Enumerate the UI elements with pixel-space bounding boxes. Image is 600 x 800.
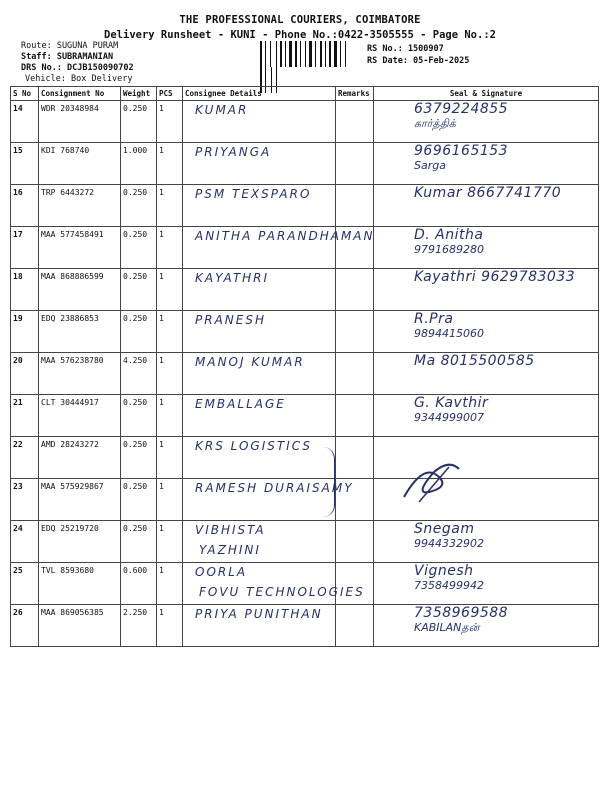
signature-line1: Ma 8015500585	[414, 353, 535, 369]
cell-consignee	[183, 269, 336, 311]
handwritten-bracket	[322, 447, 335, 517]
cell-remarks	[336, 143, 374, 185]
col-header-remarks: Remarks	[336, 87, 374, 101]
consignee-name: PSM TEXSPARO	[195, 187, 312, 201]
cell-sno: 21	[11, 395, 39, 437]
signature-line1: Kayathri 9629783033	[414, 269, 576, 285]
cell-sno: 22	[11, 437, 39, 479]
cell-remarks	[336, 185, 374, 227]
signature-line2: கார்த்திக்	[414, 117, 456, 130]
cell-sno: 15	[11, 143, 39, 185]
cell-sno: 16	[11, 185, 39, 227]
cell-sno: 26	[11, 605, 39, 647]
col-header-consignee: Consignee Details	[183, 87, 336, 101]
cell-pcs: 1	[157, 311, 183, 353]
table-row	[11, 227, 599, 269]
scribble-signature-icon	[394, 457, 474, 507]
cell-sno: 18	[11, 269, 39, 311]
cell-sno: 23	[11, 479, 39, 521]
cell-consignment-no: MAA 869056385	[39, 605, 121, 647]
cell-weight: 0.250	[121, 311, 157, 353]
handwritten-signature	[414, 395, 488, 424]
cell-sno: 19	[11, 311, 39, 353]
cell-signature	[374, 395, 599, 437]
page-subtitle: Delivery Runsheet - KUNI - Phone No.:0422-3505555 - Page No.:2	[104, 29, 496, 41]
handwritten-signature	[414, 185, 561, 201]
col-header-weight: Weight	[121, 87, 157, 101]
cell-sno: 25	[11, 563, 39, 605]
cell-consignee	[183, 479, 354, 521]
cell-pcs: 1	[157, 353, 183, 395]
handwritten-signature	[414, 605, 508, 636]
table-row	[11, 437, 599, 479]
table-row	[11, 521, 599, 563]
signature-line1: R.Pra	[414, 311, 454, 327]
rs-number: RS No.: 1500907	[367, 44, 444, 54]
handwritten-signature	[414, 563, 484, 592]
cell-pcs: 1	[157, 479, 183, 521]
cell-consignment-no: AMD 28243272	[39, 437, 121, 479]
cell-consignee	[183, 143, 336, 185]
table-row	[11, 269, 599, 311]
cell-signature	[374, 227, 599, 269]
cell-sno: 20	[11, 353, 39, 395]
handwritten-signature	[414, 311, 484, 340]
consignee-name: ANITHA PARANDHAMAN	[195, 229, 375, 243]
cell-pcs: 1	[157, 563, 183, 605]
signature-line2: 9344999007	[414, 411, 484, 424]
barcode	[260, 41, 350, 67]
cell-pcs: 1	[157, 143, 183, 185]
consignee-name: KUMAR	[195, 103, 249, 117]
cell-consignee	[183, 227, 375, 269]
col-header-consignment: Consignment No	[39, 87, 121, 101]
cell-signature	[374, 521, 599, 563]
handwritten-signature	[414, 101, 508, 132]
cell-weight: 0.250	[121, 269, 157, 311]
table-row	[11, 605, 599, 647]
consignee-name: PRIYA PUNITHAN	[195, 607, 323, 621]
cell-consignment-no: KDI 768740	[39, 143, 121, 185]
cell-consignment-no: MAA 575929867	[39, 479, 121, 521]
route-label: Route: SUGUNA PURAM	[21, 41, 119, 51]
handwritten-signature	[414, 269, 575, 285]
cell-weight: 4.250	[121, 353, 157, 395]
consignee-name: KRS LOGISTICS	[195, 439, 312, 453]
cell-remarks	[336, 605, 374, 647]
cell-consignee	[183, 437, 336, 479]
cell-remarks	[336, 563, 374, 605]
cell-weight: 0.250	[121, 185, 157, 227]
page-title: THE PROFESSIONAL COURIERS, COIMBATORE	[179, 14, 421, 26]
cell-pcs: 1	[157, 605, 183, 647]
cell-consignment-no: TRP 6443272	[39, 185, 121, 227]
rs-date: RS Date: 05-Feb-2025	[367, 56, 470, 66]
handwritten-signature	[414, 353, 535, 369]
cell-signature	[374, 143, 599, 185]
cell-weight: 0.600	[121, 563, 157, 605]
table-row	[11, 395, 599, 437]
consignee-name-line2: YAZHINI	[199, 543, 261, 557]
cell-consignee	[183, 185, 336, 227]
cell-signature	[374, 605, 599, 647]
cell-consignee	[183, 311, 336, 353]
cell-signature	[374, 101, 599, 143]
signature-line1: D. Anitha	[414, 227, 484, 243]
cell-sno: 17	[11, 227, 39, 269]
signature-line1: Kumar 8667741770	[414, 185, 562, 201]
drs-number: DRS No.: DCJB150090702	[21, 63, 134, 73]
signature-line1: 7358969588	[414, 605, 509, 621]
table-row	[11, 563, 599, 605]
cell-pcs: 1	[157, 185, 183, 227]
cell-consignee	[183, 605, 336, 647]
cell-pcs: 1	[157, 521, 183, 563]
cell-remarks	[336, 395, 374, 437]
cell-consignee	[183, 101, 336, 143]
cell-consignee	[183, 563, 365, 605]
cell-remarks	[336, 353, 374, 395]
cell-weight: 0.250	[121, 521, 157, 563]
vehicle-label: Vehicle: Box Delivery	[25, 74, 133, 84]
cell-weight: 1.000	[121, 143, 157, 185]
cell-remarks	[336, 311, 374, 353]
signature-line1: 6379224855	[414, 101, 509, 117]
col-header-sno: S No	[11, 87, 39, 101]
cell-consignment-no: EDQ 25219720	[39, 521, 121, 563]
consignee-name: OORLA	[195, 565, 248, 579]
signature-line2: 7358499942	[414, 579, 484, 592]
cell-consignment-no: MAA 868886599	[39, 269, 121, 311]
table-row	[11, 311, 599, 353]
signature-line1: Vignesh	[414, 563, 474, 579]
cell-consignment-no: MAA 576238780	[39, 353, 121, 395]
col-header-signature: Seal & Signature	[374, 87, 599, 101]
table-row	[11, 185, 599, 227]
signature-line2: 9791689280	[414, 243, 484, 256]
cell-remarks	[336, 437, 374, 479]
signature-line2: 9944332902	[414, 537, 484, 550]
cell-weight: 2.250	[121, 605, 157, 647]
cell-remarks	[336, 521, 374, 563]
consignee-name: KAYATHRI	[195, 271, 270, 285]
cell-weight: 0.250	[121, 101, 157, 143]
table-row	[11, 353, 599, 395]
consignee-name-line2: FOVU TECHNOLOGIES	[199, 585, 365, 599]
handwritten-signature	[414, 143, 508, 172]
signature-line2: Sarga	[414, 159, 446, 172]
cell-pcs: 1	[157, 395, 183, 437]
table-row	[11, 479, 599, 521]
cell-remarks	[336, 479, 374, 521]
table-row	[11, 101, 599, 143]
consignee-name: MANOJ KUMAR	[195, 355, 305, 369]
signature-line1: G. Kavthir	[414, 395, 489, 411]
cell-sno: 14	[11, 101, 39, 143]
cell-consignment-no: MAA 577458491	[39, 227, 121, 269]
cell-pcs: 1	[157, 227, 183, 269]
cell-consignee	[183, 521, 336, 563]
cell-consignment-no: CLT 30444917	[39, 395, 121, 437]
cell-remarks	[336, 101, 374, 143]
consignee-name: PRIYANGA	[195, 145, 272, 159]
cell-signature	[374, 563, 599, 605]
cell-weight: 0.250	[121, 227, 157, 269]
signature-line1: Snegam	[414, 521, 475, 537]
col-header-pcs: PCS	[157, 87, 183, 101]
signature-line1: 9696165153	[414, 143, 509, 159]
staff-label: Staff: SUBRAMANIAN	[21, 52, 114, 62]
cell-signature	[374, 185, 599, 227]
cell-weight: 0.250	[121, 395, 157, 437]
handwritten-signature	[414, 227, 484, 256]
consignee-name: PRANESH	[195, 313, 266, 327]
cell-weight: 0.250	[121, 437, 157, 479]
cell-remarks	[336, 269, 374, 311]
cell-weight: 0.250	[121, 479, 157, 521]
cell-consignee	[183, 353, 336, 395]
cell-signature	[374, 479, 599, 521]
signature-line2: 9894415060	[414, 327, 484, 340]
handwritten-signature	[414, 521, 484, 550]
cell-signature	[374, 353, 599, 395]
signature-line2: KABILANதன்	[414, 621, 480, 634]
table-header-row	[11, 87, 599, 101]
cell-pcs: 1	[157, 437, 183, 479]
cell-consignment-no: WDR 20348984	[39, 101, 121, 143]
table-row	[11, 143, 599, 185]
cell-pcs: 1	[157, 101, 183, 143]
cell-signature	[374, 311, 599, 353]
cell-sno: 24	[11, 521, 39, 563]
cell-consignment-no: TVL 8593680	[39, 563, 121, 605]
runsheet-table	[10, 86, 599, 647]
consignee-name: RAMESH DURAISAMY	[195, 481, 354, 495]
cell-remarks	[336, 227, 374, 269]
cell-signature	[374, 269, 599, 311]
cell-consignee	[183, 395, 336, 437]
cell-consignment-no: EDQ 23886853	[39, 311, 121, 353]
consignee-name: VIBHISTA	[195, 523, 266, 537]
cell-pcs: 1	[157, 269, 183, 311]
consignee-name: EMBALLAGE	[195, 397, 286, 411]
